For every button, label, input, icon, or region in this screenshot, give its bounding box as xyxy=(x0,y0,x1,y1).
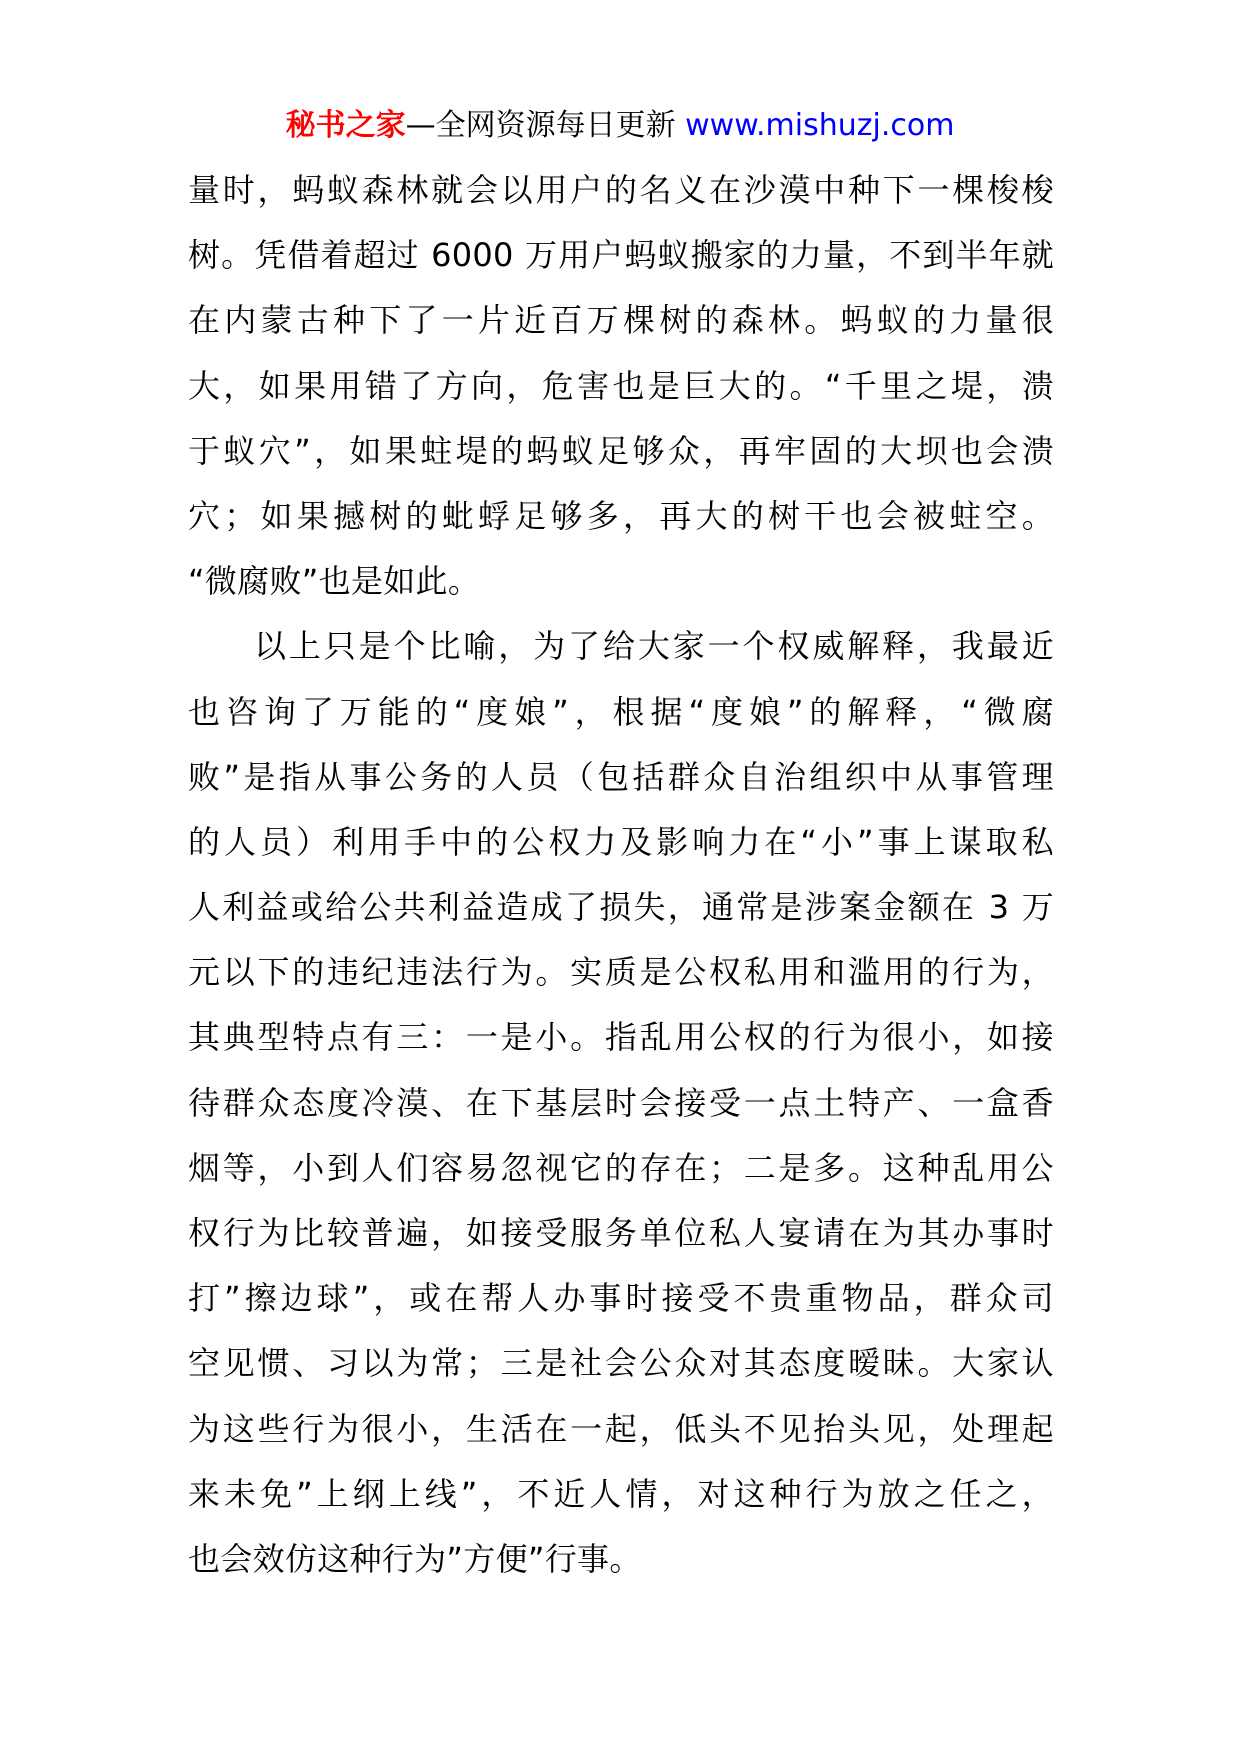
text-line: 败”是指从事公务的人员（包括群众自治组织中从事管理 xyxy=(188,757,1054,796)
text-line: 烟等，小到人们容易忽视它的存在；二是多。这种乱用公 xyxy=(188,1148,1054,1187)
text-line: 树。凭借着超过 6000 万用户蚂蚁搬家的力量，不到半年就 xyxy=(188,236,1054,275)
brand-name: 秘书之家 xyxy=(285,108,406,143)
text-line: 待群众态度冷漠、在下基层时会接受一点土特产、一盒香 xyxy=(188,1083,1054,1122)
text-line: 也会效仿这种行为”方便”行事。 xyxy=(188,1539,642,1578)
text-line: 人利益或给公共利益造成了损失，通常是涉案金额在 3 万 xyxy=(188,888,1054,927)
text-line: 打”擦边球”，或在帮人办事时接受不贵重物品，群众司 xyxy=(188,1279,1054,1318)
text-line: 为这些行为很小，生活在一起，低头不见抬头见，处理起 xyxy=(188,1409,1054,1448)
paragraph xyxy=(188,614,1054,1592)
website-url[interactable]: www.mishuzj.com xyxy=(685,108,955,143)
text-line: 量时，蚂蚁森林就会以用户的名义在沙漠中种下一棵梭梭 xyxy=(188,171,1054,209)
page-header xyxy=(0,104,1240,148)
paragraph xyxy=(188,158,1054,614)
text-line: 的人员）利用手中的公权力及影响力在“小”事上谋取私 xyxy=(188,822,1054,861)
text-line: 其典型特点有三：一是小。指乱用公权的行为很小，如接 xyxy=(188,1018,1054,1057)
text-line: “微腐败”也是如此。 xyxy=(188,562,481,601)
text-line: 在内蒙古种下了一片近百万棵树的森林。蚂蚁的力量很 xyxy=(188,301,1054,340)
document-body xyxy=(188,158,1054,1592)
text-line: 大，如果用错了方向，危害也是巨大的。“千里之堤，溃 xyxy=(188,366,1054,405)
header-tagline: —全网资源每日更新 xyxy=(405,108,686,143)
text-line: 以上只是个比喻，为了给大家一个权威解释，我最近 xyxy=(254,627,1054,666)
text-line: 元以下的违纪违法行为。实质是公权私用和滥用的行为， xyxy=(188,953,1054,992)
text-line: 穴；如果撼树的蚍蜉足够多，再大的树干也会被蛀空。 xyxy=(188,496,1054,535)
text-line: 也咨询了万能的“度娘”，根据“度娘”的解释，“微腐 xyxy=(188,692,1054,731)
text-line: 来未免”上纲上线”，不近人情，对这种行为放之任之， xyxy=(188,1474,1054,1513)
text-line: 空见惯、习以为常；三是社会公众对其态度暧昧。大家认 xyxy=(188,1344,1054,1383)
text-line: 权行为比较普遍，如接受服务单位私人宴请在为其办事时 xyxy=(188,1214,1054,1252)
text-line: 于蚁穴”，如果蛀堤的蚂蚁足够众，再牢固的大坝也会溃 xyxy=(188,431,1054,470)
